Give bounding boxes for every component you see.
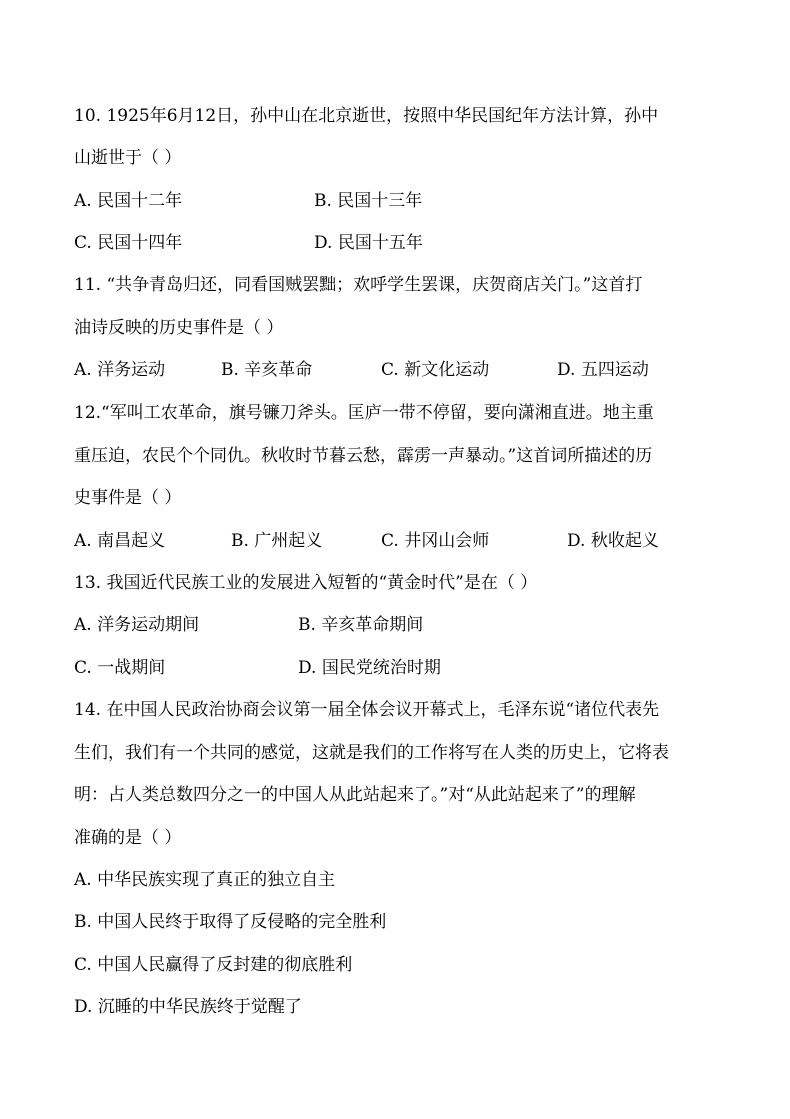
question-13-option-d: D. 国民党统治时期: [298, 658, 441, 678]
question-14-option-b: B. 中国人民终于取得了反侵略的完全胜利: [74, 912, 387, 932]
question-12-option-a: A. 南昌起义: [74, 531, 166, 551]
question-13-line-1: 13. 我国近代民族工业的发展进入短暂的“黄金时代”是在（ ）: [74, 573, 538, 593]
question-11-option-a: A. 洋务运动: [74, 360, 166, 380]
question-14-line-2: 生们，我们有一个共同的感觉，这就是我们的工作将写在人类的历史上，它将表: [74, 743, 669, 763]
question-10-option-b: B. 民国十三年: [314, 191, 423, 211]
question-11-option-c: C. 新文化运动: [381, 360, 490, 380]
question-14-line-3: 明：占人类总数四分之一的中国人从此站起来了。”对“从此站起来了”的理解: [74, 785, 636, 805]
question-10-line-2: 山逝世于（ ）: [74, 148, 182, 168]
question-12-option-d: D. 秋收起义: [567, 531, 659, 551]
question-10-option-d: D. 民国十五年: [314, 233, 423, 253]
question-12-option-b: B. 广州起义: [231, 531, 323, 551]
question-12-line-2: 重压迫，农民个个同仇。秋收时节暮云愁，霹雳一声暴动。”这首词所描述的历: [74, 446, 653, 466]
question-10-option-c: C. 民国十四年: [74, 233, 183, 253]
question-14-line-4: 准确的是（ ）: [74, 828, 182, 848]
question-14-option-c: C. 中国人民赢得了反封建的彻底胜利: [74, 955, 353, 975]
question-13-option-c: C. 一战期间: [74, 658, 166, 678]
question-12-line-3: 史事件是（ ）: [74, 488, 182, 508]
question-11-option-b: B. 辛亥革命: [221, 360, 313, 380]
question-11-option-d: D. 五四运动: [557, 360, 649, 380]
question-13-option-a: A. 洋务运动期间: [74, 615, 200, 635]
question-14-line-1: 14. 在中国人民政治协商会议第一届全体会议开幕式上，毛泽东说“诸位代表先: [74, 700, 660, 720]
question-14-option-a: A. 中华民族实现了真正的独立自主: [74, 870, 336, 890]
question-13-option-b: B. 辛亥革命期间: [298, 615, 424, 635]
question-11-line-1: 11. “共争青岛归还，同看国贼罢黜；欢呼学生罢课，庆贺商店关门。”这首打: [74, 275, 643, 295]
question-10-option-a: A. 民国十二年: [74, 191, 183, 211]
question-10-line-1: 10. 1925年6月12日，孙中山在北京逝世，按照中华民国纪年方法计算，孙中: [74, 106, 659, 126]
question-14-option-d: D. 沉睡的中华民族终于觉醒了: [74, 997, 302, 1017]
question-12-line-1: 12.“军叫工农革命，旗号镰刀斧头。匡庐一带不停留，要向潇湘直进。地主重: [74, 403, 654, 423]
question-12-option-c: C. 井冈山会师: [381, 531, 490, 551]
question-11-line-2: 油诗反映的历史事件是（ ）: [74, 318, 284, 338]
